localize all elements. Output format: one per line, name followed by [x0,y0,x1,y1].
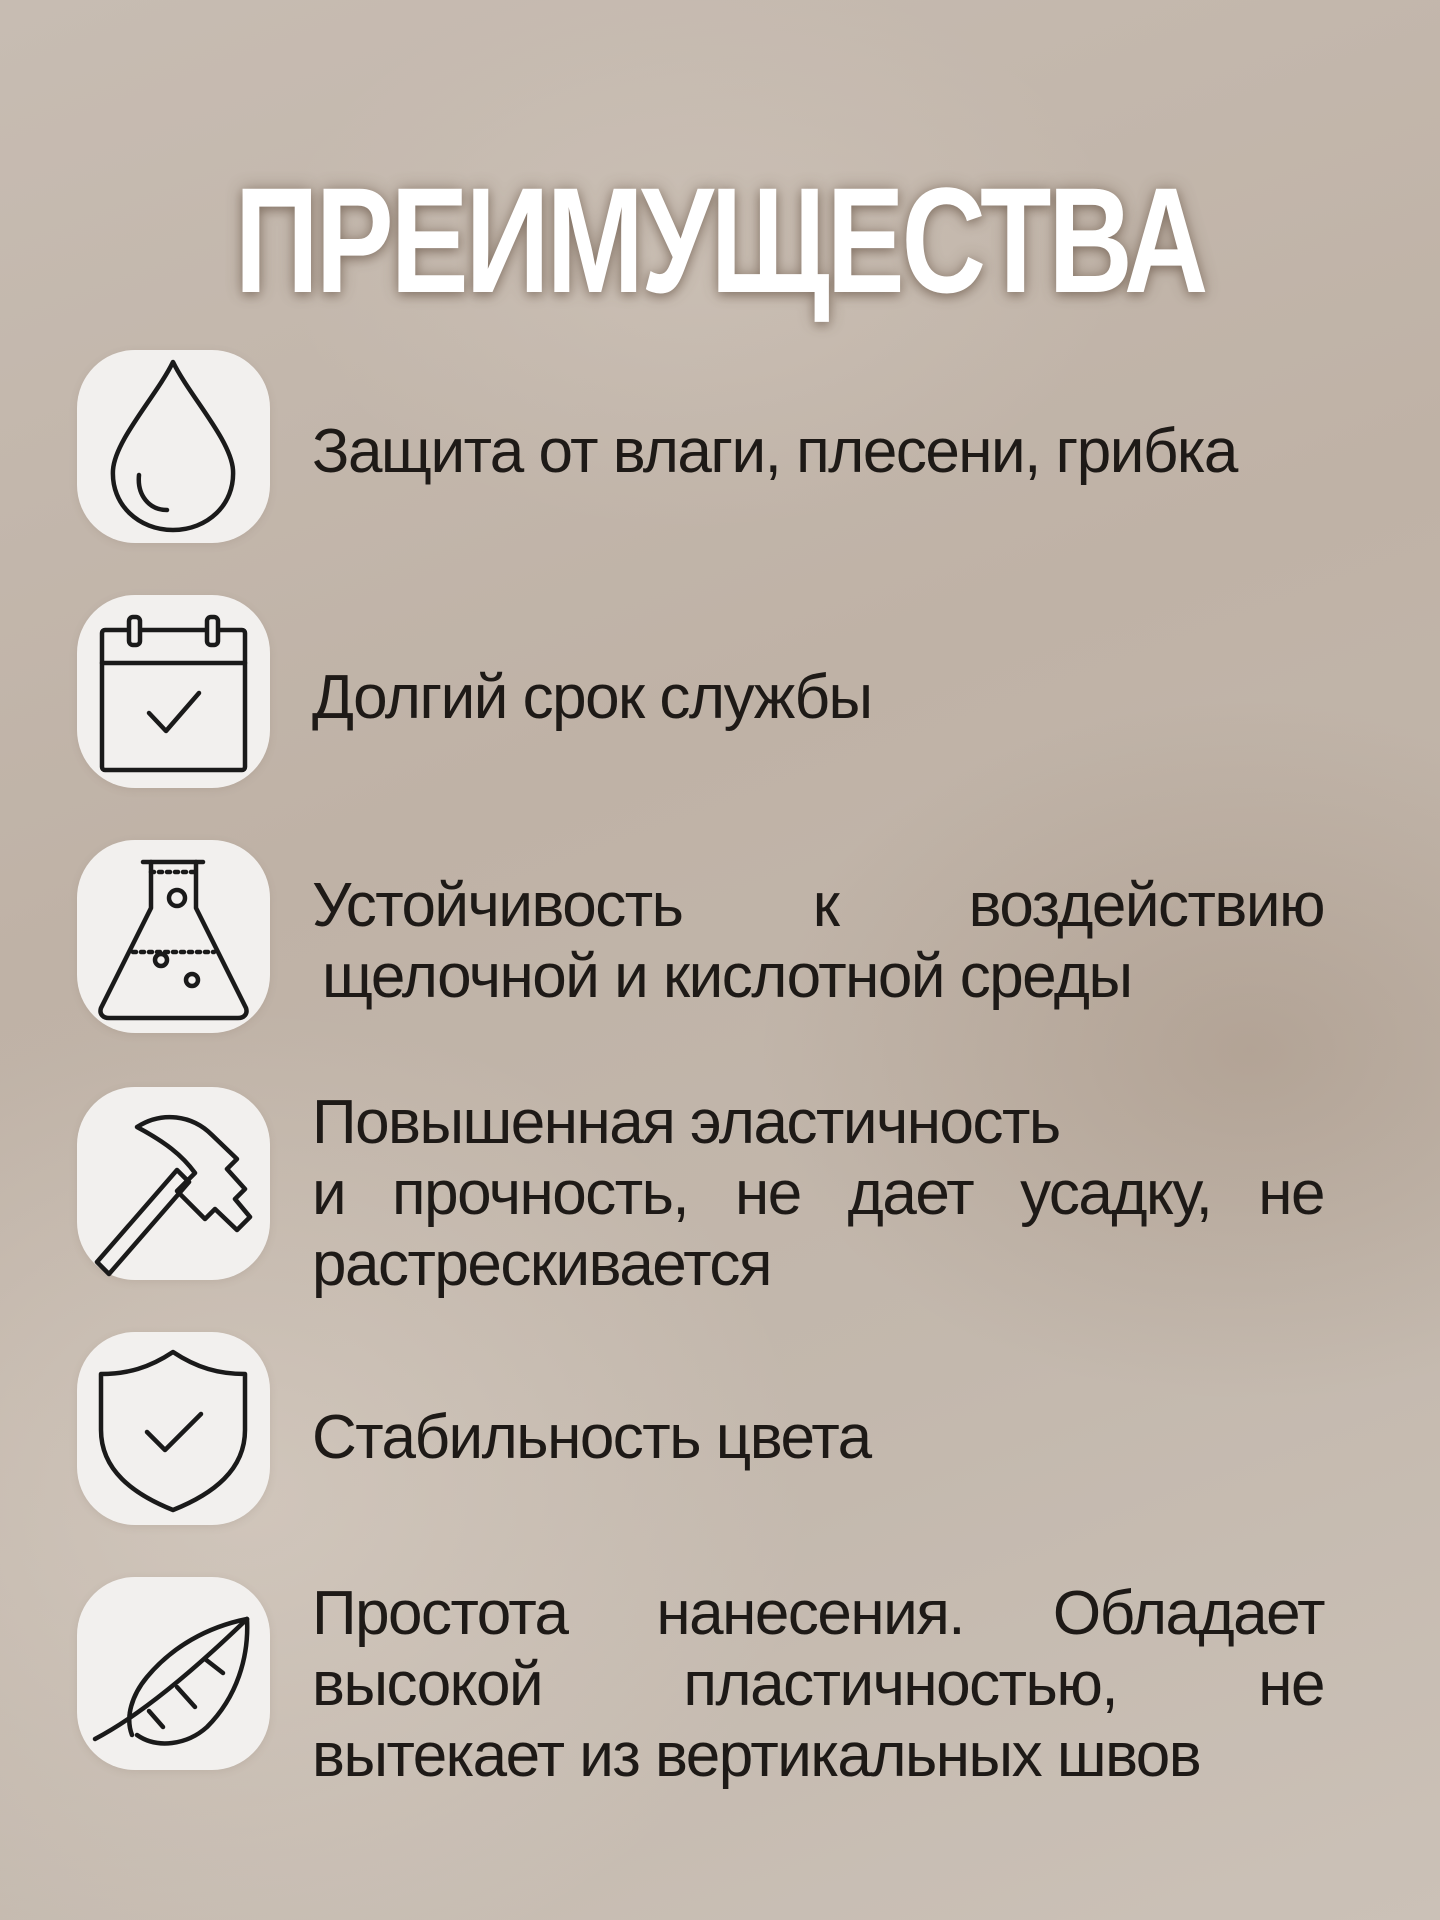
item-line: Повышенная эластичность [312,1088,1060,1157]
item-text-moisture-protection [312,416,1324,487]
item-text-elasticity [312,1087,1324,1300]
calendar-icon-tile [77,595,270,788]
item-line: Стабильность цвета [312,1403,871,1472]
calendar-check-icon [77,595,270,788]
item-text-easy-application [312,1578,1324,1791]
flask-icon [77,840,270,1033]
item-line: Долгий срок службы [312,663,872,732]
item-line: высокой пластичностью, не [312,1650,1324,1719]
shield-check-icon [77,1332,270,1525]
item-line: Защита от влаги, плесени, грибка [312,417,1237,486]
item-line: Простота нанесения. Обладает [312,1579,1324,1648]
hammer-icon [77,1087,270,1280]
shield-icon-tile [77,1332,270,1525]
item-text-chemical-resistance [312,870,1324,1012]
item-text-long-service-life [312,662,1324,733]
item-text-color-stability [312,1402,1324,1473]
feather-icon-tile [77,1577,270,1770]
feather-icon [77,1577,270,1770]
item-line: щелочной и кислотной среды [322,942,1132,1011]
water-drop-icon-tile [77,350,270,543]
hammer-icon-tile [77,1087,270,1280]
item-line: Устойчивость к воздействию [312,871,1324,940]
item-line: вытекает из вертикальных швов [312,1721,1201,1790]
water-drop-icon [77,350,270,543]
flask-icon-tile [77,840,270,1033]
item-line: растрескивается [312,1230,771,1299]
item-line: и прочность, не дает усадку, не [312,1159,1324,1228]
page-title: ПРЕИМУЩЕСТВА [234,156,1206,324]
